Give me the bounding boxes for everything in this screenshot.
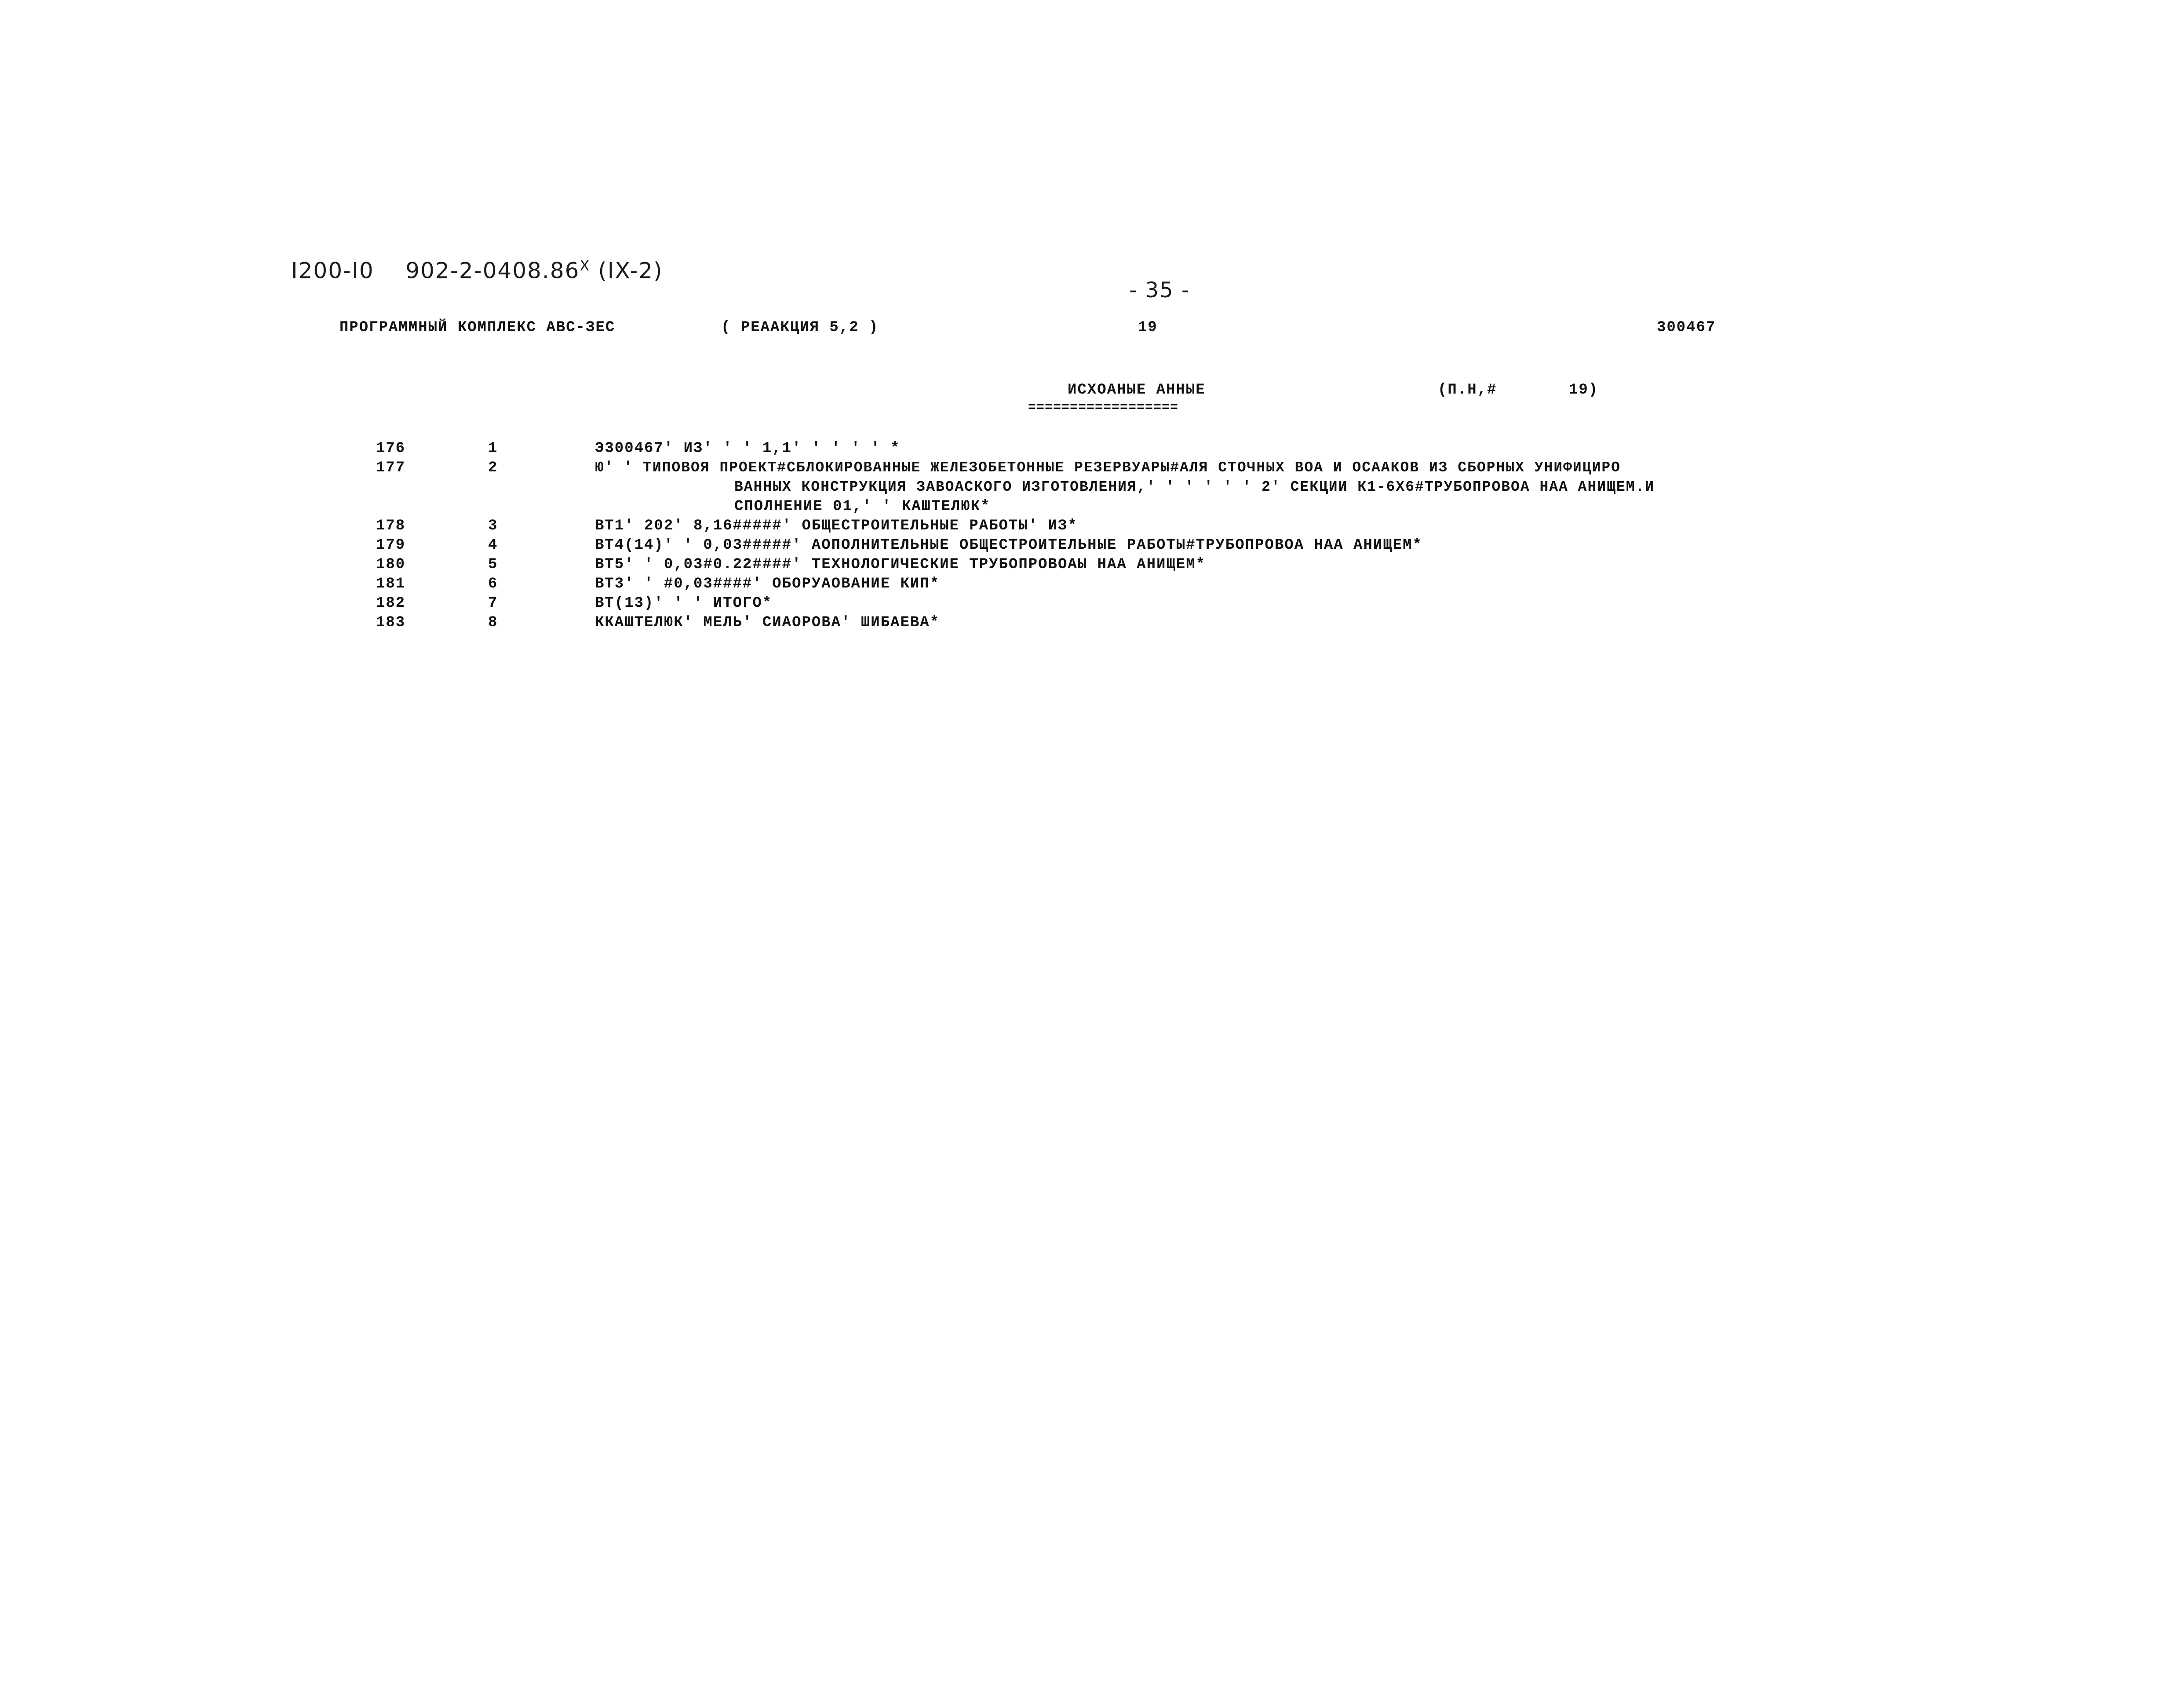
section-underline: ================== [1028, 400, 1179, 415]
row-num: 8 [488, 614, 498, 631]
row-seq: 176 [376, 440, 406, 457]
sheet-number: 19 [1138, 319, 1158, 336]
row-text: Ю' ' ТИПОВОЯ ПРОЕКТ#СБЛОКИРОВАННЫЕ ЖЕЛЕЗОБЕТОННЫЕ РЕЗЕРВУАРЫ#АЛЯ СТОЧНЫХ ВОА И ОСААКОВ ИЗ СБОРНЫХ УНИФИЦИРО [595, 460, 1621, 476]
row-seq: 177 [376, 460, 406, 476]
document-stamp [291, 257, 663, 284]
row-num: 4 [488, 537, 498, 554]
row-text: ВТ3' ' #0,03####' ОБОРУАОВАНИЕ КИП* [595, 576, 940, 592]
object-code: 300467 [1657, 319, 1716, 336]
row-text: ВТ1' 202' 8,16#####' ОБЩЕСТРОИТЕЛЬНЫЕ РАБОТЫ' ИЗ* [595, 518, 1078, 534]
row-seq: 183 [376, 614, 406, 631]
row-text: Э300467' ИЗ' ' ' 1,1' ' ' ' ' * [595, 440, 901, 457]
row-text: ККАШТЕЛЮК' МЕЛЬ' СИАОРОВА' ШИБАЕВА* [595, 614, 940, 631]
row-text: ВТ(13)' ' ' ИТОГО* [595, 595, 773, 612]
row-text: ВТ5' ' 0,03#0.22####' ТЕХНОЛОГИЧЕСКИЕ ТРУБОПРОВОАЫ НАА АНИЩЕМ* [595, 556, 1206, 573]
doc-id: I200-I0 [291, 258, 374, 284]
row-text-continuation: СПОЛНЕНИЕ 01,' ' КАШТЕЛЮК* [734, 498, 991, 515]
row-num: 2 [488, 460, 498, 476]
row-seq: 181 [376, 576, 406, 592]
row-num: 1 [488, 440, 498, 457]
section-ref-number: 19) [1569, 382, 1599, 398]
project-code: 902-2-0408.86 [405, 258, 580, 284]
row-text-continuation: ВАННЫХ КОНСТРУКЦИЯ ЗАВОАСКОГО ИЗГОТОВЛЕНИЯ,' ' ' ' ' ' 2' СЕКЦИИ К1-6Х6#ТРУБОПРОВОА НАА АНИЩЕМ.И [734, 479, 1655, 495]
row-seq: 180 [376, 556, 406, 573]
program-name: ПРОГРАММНЫЙ КОМПЛЕКС АВС-ЗЕС [339, 319, 616, 336]
section-ref: (П.Н,# [1438, 382, 1497, 398]
edition: ( РЕААКЦИЯ 5,2 ) [721, 319, 879, 336]
section-title: ИСХОАНЫЕ АННЫЕ [1068, 382, 1206, 398]
row-seq: 182 [376, 595, 406, 612]
row-num: 7 [488, 595, 498, 612]
row-seq: 178 [376, 518, 406, 534]
sheet-ref: (IX-2) [598, 258, 663, 284]
row-num: 5 [488, 556, 498, 573]
project-mark: X [580, 257, 591, 274]
row-seq: 179 [376, 537, 406, 554]
row-num: 3 [488, 518, 498, 534]
page-number: - 35 - [1129, 278, 1190, 303]
row-num: 6 [488, 576, 498, 592]
row-text: ВТ4(14)' ' 0,03#####' АОПОЛНИТЕЛЬНЫЕ ОБЩЕСТРОИТЕЛЬНЫЕ РАБОТЫ#ТРУБОПРОВОА НАА АНИЩЕМ* [595, 537, 1422, 554]
